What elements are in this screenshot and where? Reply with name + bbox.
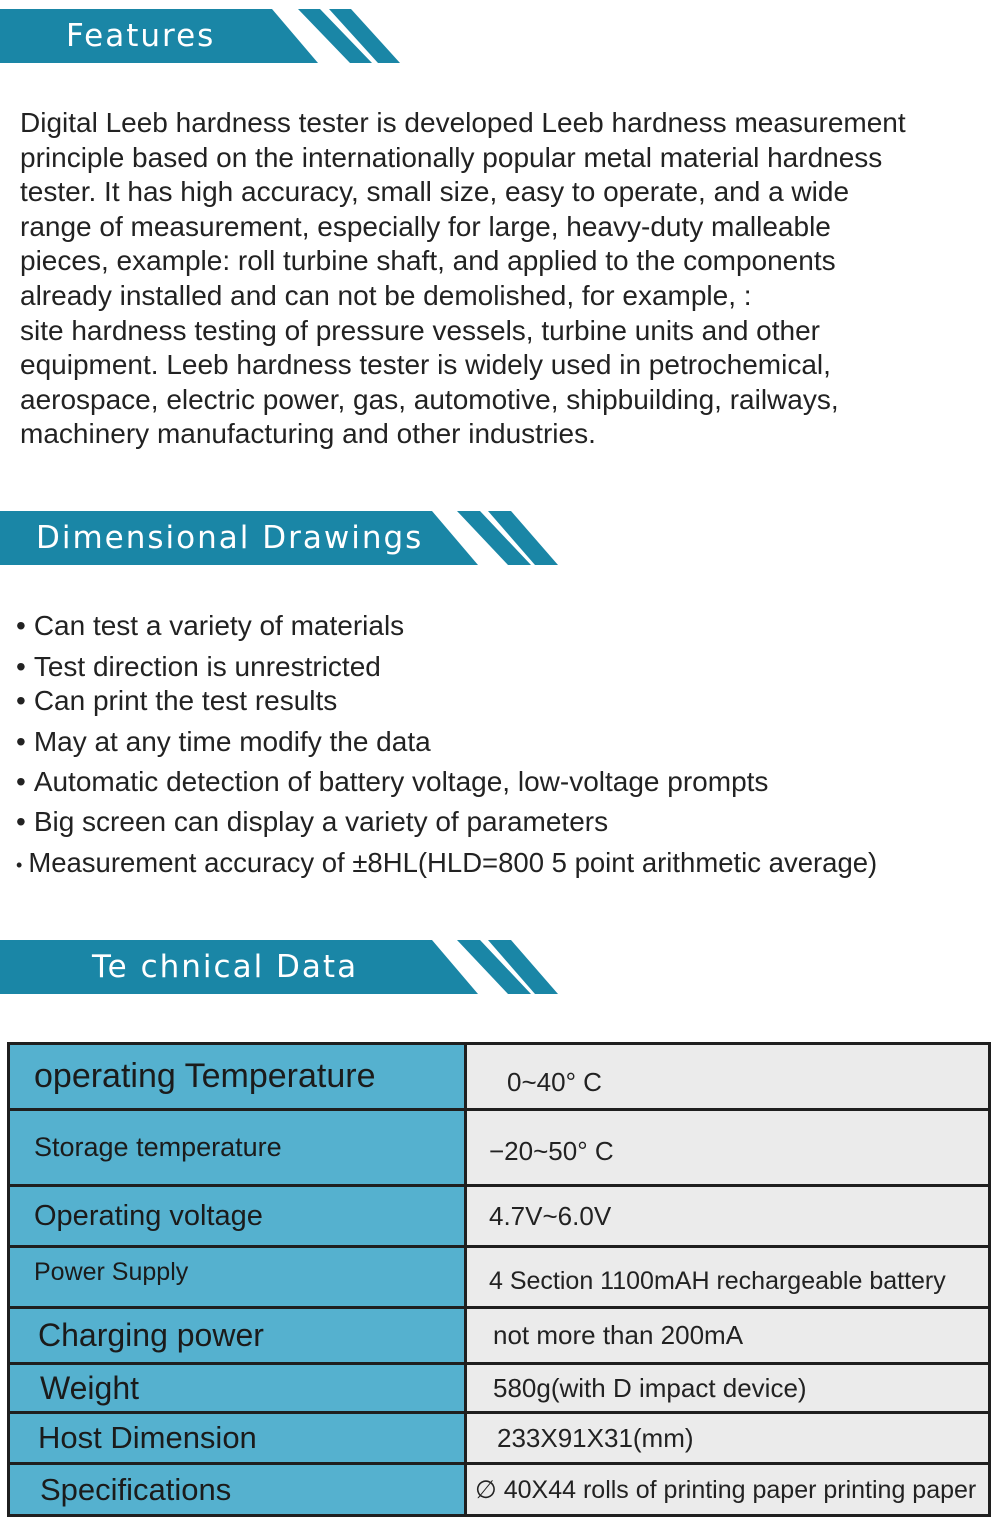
bullet-item: • May at any time modify the data: [16, 726, 431, 757]
table-row: [9, 1413, 990, 1464]
table-row: [9, 1247, 990, 1308]
spec-name: Specifications: [9, 1464, 466, 1516]
features-description: [20, 106, 985, 452]
spec-value: ∅ 40X44 rolls of printing paper printing paper: [466, 1464, 990, 1516]
spec-name: Host Dimension: [9, 1413, 466, 1464]
spec-name: operating Temperature: [9, 1044, 466, 1110]
features-line: site hardness testing of pressure vessels, turbine units and other: [20, 314, 820, 346]
technical-title: Te chnical Data: [92, 949, 359, 985]
dimensional-title: Dimensional Drawings: [36, 520, 424, 556]
features-line: aerospace, electric power, gas, automotive, shipbuilding, railways,: [20, 383, 839, 415]
table-row: [9, 1364, 990, 1413]
features-line: already installed and can not be demolished, for example, :: [20, 279, 752, 311]
features-line: principle based on the internationally popular metal material hardness: [20, 141, 883, 173]
bullet-text: Measurement accuracy of ±8HL(HLD=800 5 point arithmetic average): [28, 847, 878, 878]
bullet-item: • Can test a variety of materials: [16, 610, 405, 641]
bullet-item: • Big screen can display a variety of parameters: [16, 806, 609, 837]
bullet-text: May at any time modify the data: [33, 726, 431, 757]
bullet-text: Can test a variety of materials: [33, 610, 405, 641]
features-line: machinery manufacturing and other industries.: [20, 418, 596, 450]
features-line: Digital Leeb hardness tester is developed Leeb hardness measurement: [20, 107, 906, 138]
features-line: pieces, example: roll turbine shaft, and applied to the components: [20, 245, 836, 277]
bullet-text: Test direction is unrestricted: [33, 651, 381, 682]
spec-name: Storage temperature: [9, 1110, 466, 1186]
technical-data-table: [7, 1042, 991, 1517]
features-line: tester. It has high accuracy, small size, easy to operate, and a wide: [20, 176, 850, 208]
table-row: [9, 1308, 990, 1364]
features-line: range of measurement, especially for large, heavy-duty malleable: [20, 210, 831, 242]
spec-value: not more than 200mA: [466, 1308, 990, 1364]
spec-value: 233X91X31(mm): [466, 1413, 990, 1464]
table-row: [9, 1044, 990, 1110]
features-line: equipment. Leeb hardness tester is widely used in petrochemical,: [20, 349, 831, 381]
spec-value: 580g(with D impact device): [466, 1364, 990, 1413]
features-title: Features: [66, 18, 216, 54]
spec-value: 4.7V~6.0V: [466, 1186, 990, 1247]
spec-name: Operating voltage: [9, 1186, 466, 1247]
spec-name: Charging power: [9, 1308, 466, 1364]
features-banner: [0, 9, 400, 63]
bullet-item: • Can print the test results: [16, 685, 338, 716]
bullet-item: • Test direction is unrestricted: [16, 651, 381, 682]
spec-name: Weight: [9, 1364, 466, 1413]
spec-value: −20~50° C: [466, 1110, 990, 1186]
table-row: [9, 1464, 990, 1516]
spec-value: 0~40° C: [466, 1044, 990, 1110]
bullet-text: Big screen can display a variety of parameters: [33, 806, 609, 837]
bullet-text: Automatic detection of battery voltage, low-voltage prompts: [33, 766, 769, 797]
bullet-item: • Automatic detection of battery voltage, low-voltage prompts: [16, 766, 769, 797]
table-row: [9, 1110, 990, 1186]
bullet-item: • Measurement accuracy of ±8HL(HLD=800 5 point arithmetic average): [16, 847, 878, 878]
dimensional-banner: [0, 511, 560, 565]
table-row: [9, 1186, 990, 1247]
technical-banner: [0, 940, 560, 994]
spec-value: 4 Section 1100mAH rechargeable battery: [466, 1247, 990, 1308]
bullet-text: Can print the test results: [33, 685, 338, 716]
spec-name: Power Supply: [9, 1247, 466, 1308]
